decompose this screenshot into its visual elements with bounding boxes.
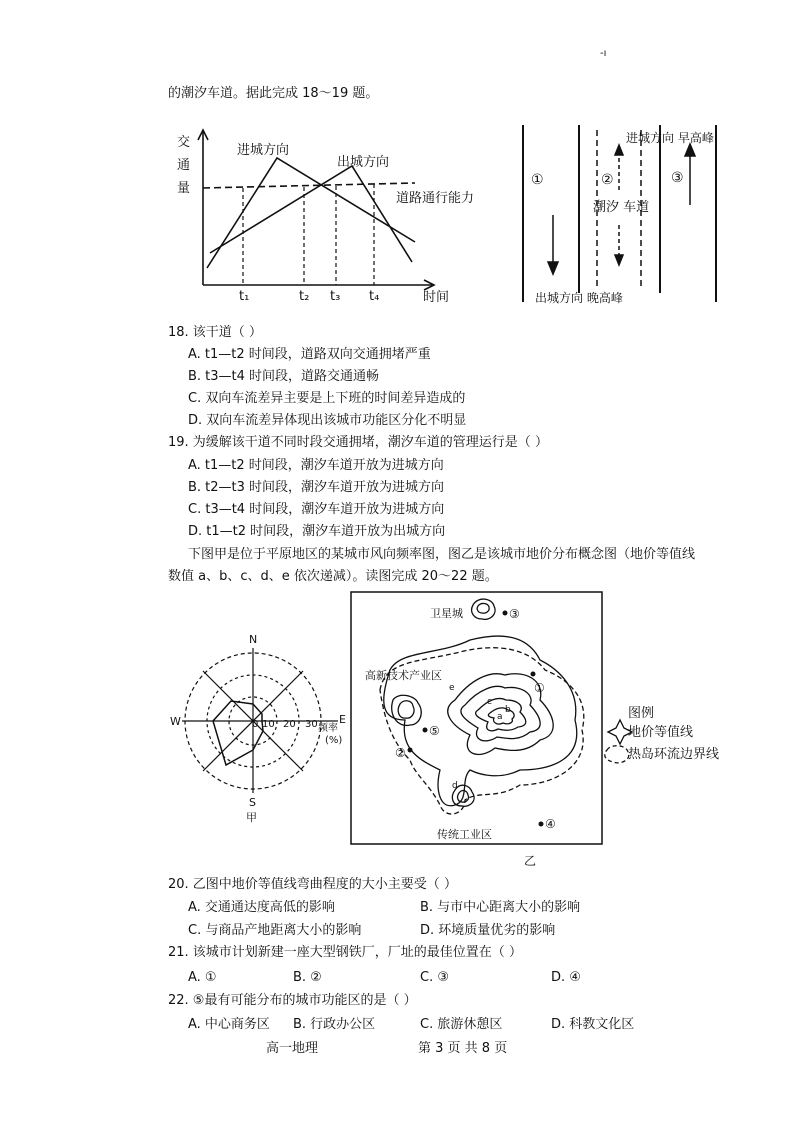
lane-2-label: ② [601,172,614,188]
q22-option-d: D. 科教文化区 [551,1017,635,1032]
capacity-label: 道路通行能力 [396,191,475,206]
q18-option-d: D. 双向车流差异体现出该城市功能区分化不明显 [188,413,467,428]
inbound-peak-label: 进城方向 早高峰 [626,131,714,145]
y-label-3: 量 [177,181,191,196]
q20-option-a: A. 交通通达度高低的影响 [188,900,335,915]
q21-option-c: C. ③ [420,970,449,985]
contour-d-label: d [452,781,458,791]
lane-1-label: ① [531,172,544,188]
point-4-dot [539,822,544,827]
intro2-line1: 下图甲是位于平原地区的某城市风向频率图，图乙是该城市地价分布概念图（地价等值线 [188,547,696,562]
q19-option-c: C. t3—t4 时间段，潮汐车道开放为进城方向 [188,502,445,517]
q19-option-d: D. t1—t2 时间段，潮汐车道开放为出城方向 [188,524,446,539]
y-label-1: 交 [177,135,191,150]
q22-option-a: A. 中心商务区 [188,1017,270,1032]
rose-west: W [170,715,181,728]
tick-t3: t₃ [330,289,341,304]
q21-option-d: D. ④ [551,970,581,985]
q21-option-a: A. ① [188,970,217,985]
legend-contour-label: 地价等值线 [628,725,694,740]
contour-c-label: c [487,697,492,707]
outbound-label: 出城方向 [337,155,390,170]
q18-option-a: A. t1—t2 时间段，道路双向交通拥堵严重 [188,347,431,362]
contour-a-label: a [497,712,503,722]
rose-east: E [339,713,346,726]
tick-t4: t₄ [369,289,380,304]
contour-b-label: b [505,705,511,715]
outbound-peak-label: 出城方向 晚高峰 [535,291,623,305]
point-1-label: ① [534,681,545,695]
intro-text: 的潮汐车道。据此完成 18～19 题。 [168,86,379,101]
point-3-dot [503,611,508,616]
tidal-lane-label: 潮汐 车道 [593,200,650,215]
traditional-label: 传统工业区 [437,828,492,841]
hitech-label: 高新技术产业区 [365,669,442,682]
q22-option-c: C. 旅游休憩区 [420,1017,503,1032]
q18-option-b: B. t3—t4 时间段，道路交通通畅 [188,369,380,384]
legend-heat-symbol [605,746,629,763]
q20-stem: 20. 乙图中地价等值线弯曲程度的大小主要受（ ） [168,877,457,892]
rose-tick-10: 10 [262,719,275,730]
q19-option-b: B. t2—t3 时间段，潮汐车道开放为进城方向 [188,480,445,495]
point-2-label: ② [395,746,406,760]
legend-heat-label: 热岛环流边界线 [628,747,720,762]
q22-option-b: B. 行政办公区 [293,1017,376,1032]
point-5-label: ⑤ [429,724,440,738]
rose-tick-30: 30 [305,719,318,730]
rose-north: N [249,633,258,646]
intro2-line2: 数值 a、b、c、d、e 依次递减）。读图完成 20～22 题。 [168,569,498,584]
page-mark: -ı [600,48,607,59]
rose-caption: 甲 [246,811,257,824]
point-5-dot [423,728,428,733]
point-3-label: ③ [509,607,520,621]
legend-title: 图例 [628,706,655,721]
point-4-label: ④ [545,817,556,831]
point-2-dot [408,748,413,753]
rose-freq-label: 频率 [318,723,338,734]
q19-option-a: A. t1—t2 时间段，潮汐车道开放为进城方向 [188,458,444,473]
satellite-city-label: 卫星城 [430,607,463,620]
q19-stem: 19. 为缓解该干道不同时段交通拥堵，潮汐车道的管理运行是（ ） [168,435,548,450]
x-axis-label: 时间 [423,290,450,305]
q21-option-b: B. ② [293,970,322,985]
footer-subject: 高一地理 [266,1041,319,1056]
rose-unit: (%) [325,735,343,746]
q21-stem: 21. 该城市计划新建一座大型钢铁厂，厂址的最佳位置在（ ） [168,945,522,960]
inbound-label: 进城方向 [237,143,290,158]
lane-3-label: ③ [671,170,684,186]
footer-page: 第 3 页 共 8 页 [418,1041,508,1056]
rose-south: S [249,796,256,809]
rose-tick-20: 20 [283,719,296,730]
map-frame [351,592,602,844]
map-caption: 乙 [524,854,537,868]
q20-option-d: D. 环境质量优劣的影响 [420,923,556,938]
contour-e-label: e [449,683,455,693]
q18-stem: 18. 该干道（ ） [168,325,262,340]
q22-stem: 22. ⑤最有可能分布的城市功能区的是（ ） [168,993,417,1008]
q20-option-c: C. 与商品产地距离大小的影响 [188,923,362,938]
tick-t1: t₁ [239,289,250,304]
q18-option-c: C. 双向车流差异主要是上下班的时间差异造成的 [188,391,466,406]
point-1-dot [531,672,536,677]
y-label-2: 通 [177,158,191,173]
rose-tick-0: 0 [252,719,259,730]
tick-t2: t₂ [299,289,310,304]
q20-option-b: B. 与市中心距离大小的影响 [420,900,581,915]
